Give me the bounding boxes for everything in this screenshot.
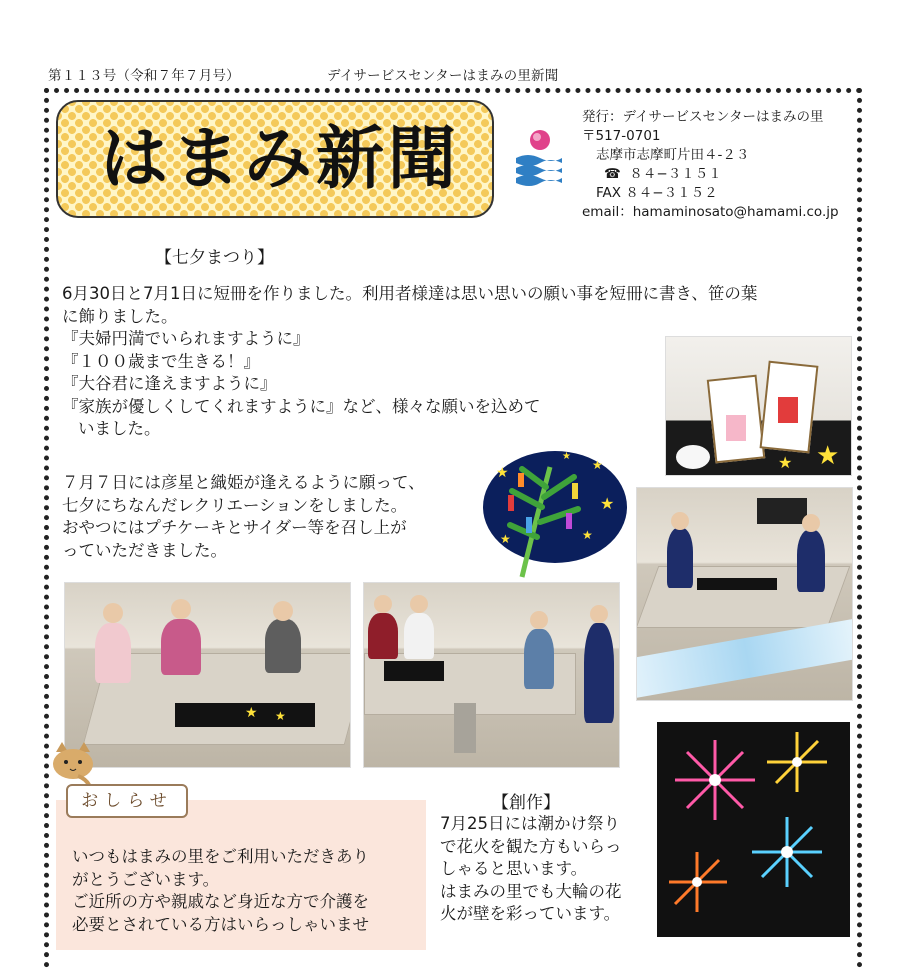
wish-item: 『夫婦円満でいられますように』 xyxy=(62,329,310,348)
email: email：hamaminosato@hamami.co.jp xyxy=(582,204,839,220)
fax-number: ８４−３１５２ xyxy=(625,185,718,201)
wish-item: 『家族が優しくしてくれますように』など、様々な願いを込めて xyxy=(62,396,541,416)
svg-text:★: ★ xyxy=(600,494,615,513)
phone-icon: ☎ xyxy=(604,166,621,182)
notice-label: おしらせ xyxy=(66,784,188,818)
tel-number: ８４−３１５１ xyxy=(629,166,722,182)
photo-recreation-room-right xyxy=(636,487,853,701)
tanabata-line: 6月30日と7月1日に短冊を作りました。利用者様達は思い思いの願い事を短冊に書き、笹の葉 xyxy=(62,284,758,303)
svg-text:★: ★ xyxy=(562,451,571,462)
tanabata-event-text xyxy=(62,472,482,562)
notice-line: いつもはまみの里をご利用いただきあり xyxy=(72,847,369,866)
tanabata-line: に飾りました。 xyxy=(62,306,178,326)
postal-code: 〒517-0701 xyxy=(582,128,661,144)
tanabata-bamboo-illustration xyxy=(482,447,628,579)
notice-line: 必要とされている方はいらっしゃいませ xyxy=(72,914,369,934)
sousaku-line: 火が壁を彩っています。 xyxy=(440,904,621,923)
svg-text:★: ★ xyxy=(496,465,509,481)
wish-item: 『大谷君に逢えますように』 xyxy=(62,374,277,393)
publisher: 発行：デイサービスセンターはまみの里 xyxy=(582,109,824,125)
svg-text:★: ★ xyxy=(592,458,603,472)
photo-recreation-room-left: ★ ★ xyxy=(64,582,351,768)
event-line: っていただきました。 xyxy=(62,540,227,560)
star-decoration: ★ xyxy=(816,441,840,471)
sousaku-text xyxy=(440,813,650,926)
notice-text xyxy=(72,846,422,936)
hamami-logo-icon xyxy=(512,128,564,192)
event-line: ７月７日には彦星と織姫が逢えるように願って、 xyxy=(62,473,425,492)
fax-label: FAX xyxy=(596,185,622,201)
wish-item: 『１００歳まで生きる！』 xyxy=(62,351,260,371)
wish-item-cont: いました。 xyxy=(78,419,161,438)
paper-name: デイサービスセンターはまみの里新聞 xyxy=(327,68,559,84)
photo-fireworks-artwork xyxy=(657,722,850,937)
photo-tanabata-figures: ★ ★ xyxy=(665,336,852,476)
masthead-title: はまみ新聞 xyxy=(100,120,461,199)
tanabata-heading: 【七夕まつり】 xyxy=(155,248,274,268)
publisher-info xyxy=(582,108,839,222)
photo-recreation-room-center xyxy=(363,582,620,768)
sousaku-heading: 【創作】 xyxy=(492,793,560,813)
event-line: おやつにはプチケーキとサイダー等を召し上が xyxy=(62,518,407,537)
sousaku-line: で花火を観た方もいらっ xyxy=(440,836,622,856)
milky-way-decoration xyxy=(636,617,853,698)
sousaku-line: しゃると思います。 xyxy=(440,859,588,878)
fax-line xyxy=(582,184,839,203)
tel-line xyxy=(582,165,839,184)
sousaku-line: 7月25日には潮かけ祭り xyxy=(440,814,620,833)
event-line: 七夕にちなんだレクリエーションをしました。 xyxy=(62,495,408,515)
sousaku-line: はまみの里でも大輪の花 xyxy=(440,881,622,901)
issue-number: 第１１３号（令和７年７月号） xyxy=(48,68,240,84)
notice-line: がとうございます。 xyxy=(72,869,220,889)
svg-text:★: ★ xyxy=(582,528,593,542)
notice-line: ご近所の方や親戚など身近な方で介護を xyxy=(72,892,369,911)
address: 志摩市志摩町片田４-２３ xyxy=(596,147,750,163)
svg-text:★: ★ xyxy=(500,532,511,546)
